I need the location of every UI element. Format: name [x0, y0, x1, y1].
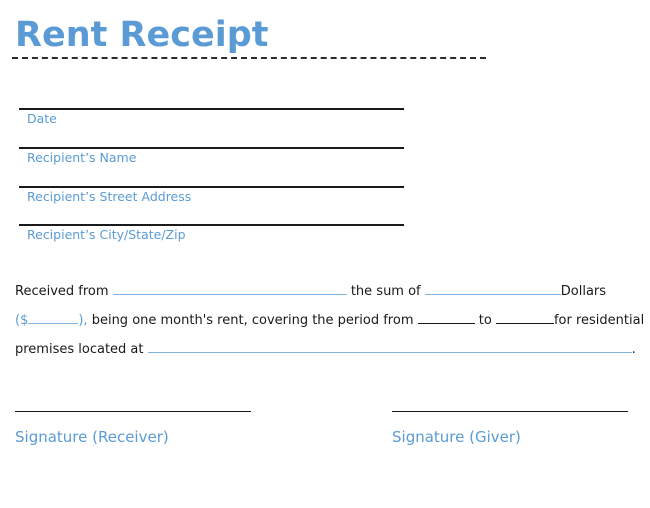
body-line-3 — [15, 342, 636, 358]
received-from-text: Received from — [15, 284, 109, 299]
premises-text: premises located at — [15, 342, 144, 357]
dollar-amount-blank[interactable] — [28, 313, 78, 324]
residential-text: for residential — [553, 313, 645, 328]
receiver-signature-line[interactable] — [15, 411, 251, 412]
premises-address-blank[interactable] — [148, 342, 632, 353]
sum-amount-blank[interactable] — [425, 284, 561, 295]
body-line-2 — [15, 313, 644, 329]
receipt-title: Rent Receipt — [15, 15, 269, 55]
recipient-city-field-line[interactable] — [19, 224, 404, 226]
title-dashed-rule — [12, 57, 486, 59]
giver-signature-label: Signature (Giver) — [392, 428, 521, 446]
received-from-blank[interactable] — [113, 284, 347, 295]
to-text: to — [478, 313, 492, 328]
dollars-text: Dollars — [560, 284, 607, 299]
body-line-1 — [15, 284, 606, 300]
receiver-signature-label: Signature (Receiver) — [15, 428, 169, 446]
recipient-name-field-label: Recipient’s Name — [27, 150, 137, 165]
dollar-open-text: ($ — [15, 313, 29, 328]
recipient-city-field-label: Recipient’s City/State/Zip — [27, 227, 186, 242]
premises-end-period: . — [631, 342, 636, 357]
recipient-street-field-label: Recipient’s Street Address — [27, 189, 192, 204]
period-from-blank[interactable] — [418, 313, 475, 324]
recipient-street-field-line[interactable] — [19, 186, 404, 188]
giver-signature-line[interactable] — [392, 411, 628, 412]
recipient-name-field-line[interactable] — [19, 147, 404, 149]
date-field-line[interactable] — [19, 108, 404, 110]
date-field-label: Date — [27, 111, 57, 126]
period-to-blank[interactable] — [496, 313, 554, 324]
sum-of-text: the sum of — [350, 284, 421, 299]
dollar-close-text: ), — [78, 313, 88, 328]
period-text: being one month's rent, covering the period from — [91, 313, 414, 328]
